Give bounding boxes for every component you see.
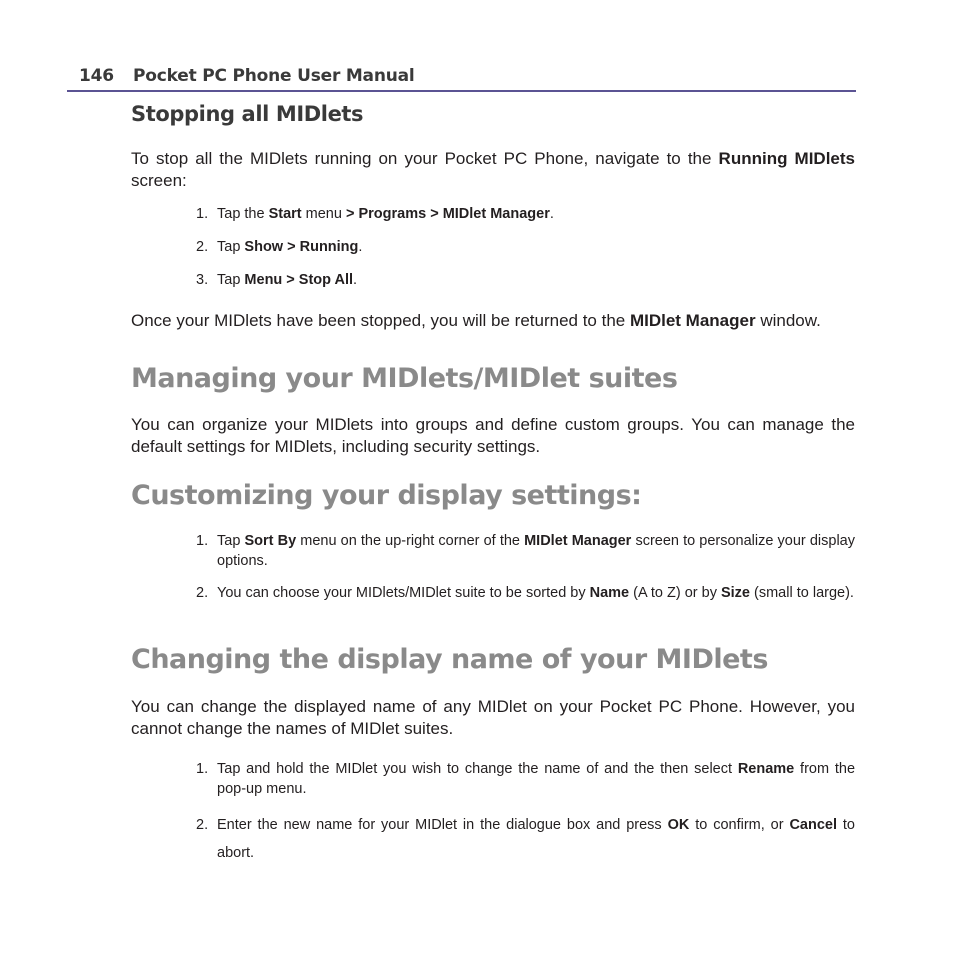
list-item: 2. You can choose your MIDlets/MIDlet suite to be sorted by Name (A to Z) or by Size (small to large). — [196, 585, 854, 601]
manual-title: Pocket PC Phone User Manual — [133, 66, 415, 86]
heading-customizing-display: Customizing your display settings: — [131, 480, 642, 511]
list-item: 2. Enter the new name for your MIDlet in the dialogue box and press OK to confirm, or Cancel to abort. — [196, 817, 855, 861]
managing-body: You can organize your MIDlets into groups and define custom groups. You can manage the default settings for MIDlets, including security settings. — [131, 415, 855, 456]
list-item: 1. Tap and hold the MIDlet you wish to change the name of and the then select Rename from the pop-up menu. — [196, 761, 856, 797]
running-header — [67, 64, 856, 92]
list-item: 2. Tap Show > Running. — [196, 239, 363, 255]
list-item: 1. Tap the Start menu > Programs > MIDlet Manager. — [196, 206, 554, 222]
list-item: 1. Tap Sort By menu on the up-right corner of the MIDlet Manager screen to personalize your display options. — [196, 533, 855, 569]
changing-body: You can change the displayed name of any MIDlet on your Pocket PC Phone. However, you cannot change the names of MIDlet suites. — [131, 697, 855, 738]
stopping-outro: Once your MIDlets have been stopped, you will be returned to the MIDlet Manager window. — [131, 311, 821, 330]
stopping-intro: To stop all the MIDlets running on your Pocket PC Phone, navigate to the Running MIDlets screen: — [131, 149, 855, 190]
heading-stopping-midlets: Stopping all MIDlets — [131, 102, 364, 126]
heading-managing-midlets: Managing your MIDlets/MIDlet suites — [131, 363, 678, 394]
list-item: 3. Tap Menu > Stop All. — [196, 272, 358, 288]
heading-changing-display-name: Changing the display name of your MIDlets — [131, 644, 768, 675]
page-number: 146 — [79, 66, 114, 86]
